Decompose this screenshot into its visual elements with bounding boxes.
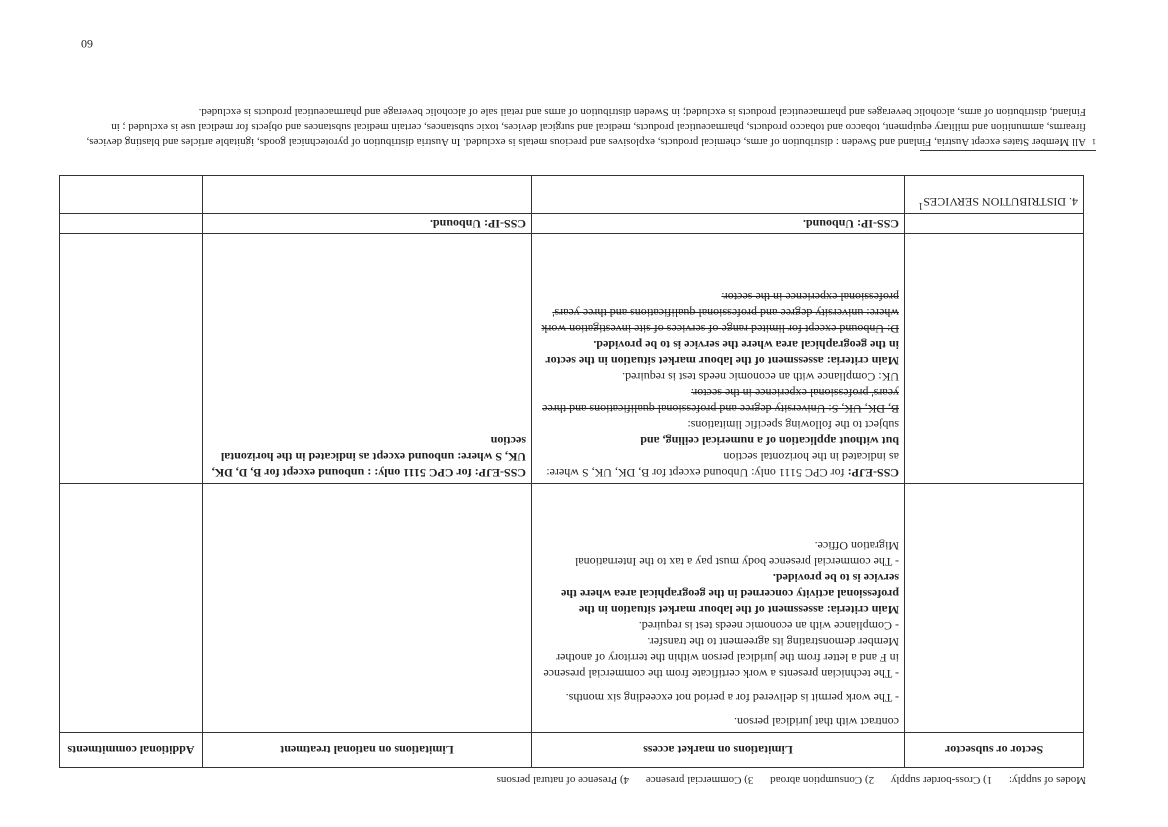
sector-distribution-cell [905, 176, 1084, 214]
market-access-cell-4 [532, 176, 905, 214]
national-treatment-cell-2 [203, 234, 532, 484]
column-header-additional: Additional commitments [60, 733, 203, 768]
table-header-row [60, 733, 1084, 768]
sector-cell [905, 484, 1084, 733]
national-treatment-ip: CSS-IP: Unbound. [203, 214, 532, 234]
ejp-subject: subject to the following specific limitations: [687, 418, 899, 432]
national-treatment-cell-1 [203, 484, 532, 733]
market-access-cell-2 [532, 234, 905, 484]
additional-cell-4 [60, 176, 203, 214]
additional-cell-2 [60, 234, 203, 484]
text-line: - The work permit is delivered for a period not exceeding six months. [565, 691, 899, 705]
text-line: - Compliance with an economic needs test is required. [638, 619, 899, 633]
ejp-label: CSS-EJP: [847, 466, 899, 480]
mode-3: 3) Commercial presence [645, 774, 754, 786]
sector-distribution: 4. DISTRIBUTION SERVICES [923, 195, 1078, 209]
sector-cell [905, 214, 1084, 234]
national-treatment-cell-4 [203, 176, 532, 214]
table-row [60, 176, 1084, 214]
additional-cell-1 [60, 484, 203, 733]
uk-text: UK: Compliance with an economic needs test is required. [622, 370, 899, 384]
text-line: contract with that juridical person. [734, 715, 899, 729]
ejp-bold: but without application of a numerical ceiling, and [640, 434, 899, 448]
sector-footnote-ref: 1 [918, 200, 924, 211]
modes-of-supply [483, 774, 1086, 786]
nt-ejp-label: CSS-EJP: [474, 466, 526, 480]
struck-text-2: D: Unbound except for limited range of services of site investigation work where: university degree and professional qualifications and three years' professional experience in the sector. [541, 290, 899, 336]
text-line: Main criteria: assessment of the labour market situation in the professional activity concerned in the geographical area where the service is to be provided. [561, 571, 899, 617]
ejp-text: for CPC 5111 only: Unbound except for B, DK, UK, S where: as indicated in the horizontal section [546, 450, 899, 480]
table-row [60, 484, 1084, 733]
footnote-text: All Member States except Austria, Finland and Sweden : distribution of arms, chemical products, explosives and precious metals is excluded. In Austria distribution of pyrotechnical goods, ignitable articles and blasting devices, firearms, ammunition and military equipment, tobacco and tobacco products, pharmaceutical products, medical and surgical devices, toxic substances, certain medical substances and objects for medical use is excluded ; in Finland, distribution of arms, alcoholic beverages and pharmaceutical products is excluded; in Sweden distribution of arms and retail sale of alcoholic beverage and pharmaceutical products is excluded. [86, 106, 1086, 148]
column-header-market-access: Limitations on market access [532, 733, 905, 768]
uk-criteria: Main criteria: assessment of the labour market situation in the sector in the geographical area where the service is to be provided. [545, 338, 899, 368]
sector-cell [905, 234, 1084, 484]
market-access-cell-1 [532, 484, 905, 733]
market-access-ip: CSS-IP: Unbound. [532, 214, 905, 234]
table-row [60, 234, 1084, 484]
column-header-national-treatment: Limitations on national treatment [203, 733, 532, 768]
nt-ejp-text: for CPC 5111 only: : unbound except for B, D, DK, UK, S where: unbound except as indicated in the horizontal section [211, 434, 526, 480]
text-line: - The technician presents a work certificate from the commercial presence in F and a letter from the juridical person within the territory of another Member demonstrating its agreement to the transfer. [543, 635, 899, 681]
text-line: - The commercial presence body must pay a tax to the International Migration Office. [575, 539, 899, 569]
struck-text-1: B, DK, UK, S: University degree and professional qualifications and three years' professional experience in the sector. [542, 386, 899, 416]
mode-1: 1) Cross-border supply [890, 774, 993, 786]
additional-cell-3 [60, 214, 203, 234]
mode-2: 2) Consumption abroad [770, 774, 875, 786]
page-number: 60 [81, 37, 93, 51]
footnote-rule [920, 150, 1096, 151]
schedule-table [59, 175, 1084, 768]
modes-label: Modes of supply: [1009, 774, 1086, 786]
footnote-marker: 1 [1092, 137, 1096, 146]
table-row [60, 214, 1084, 234]
column-header-sector: Sector or subsector [905, 733, 1084, 768]
mode-4: 4) Presence of natural persons [496, 774, 630, 786]
